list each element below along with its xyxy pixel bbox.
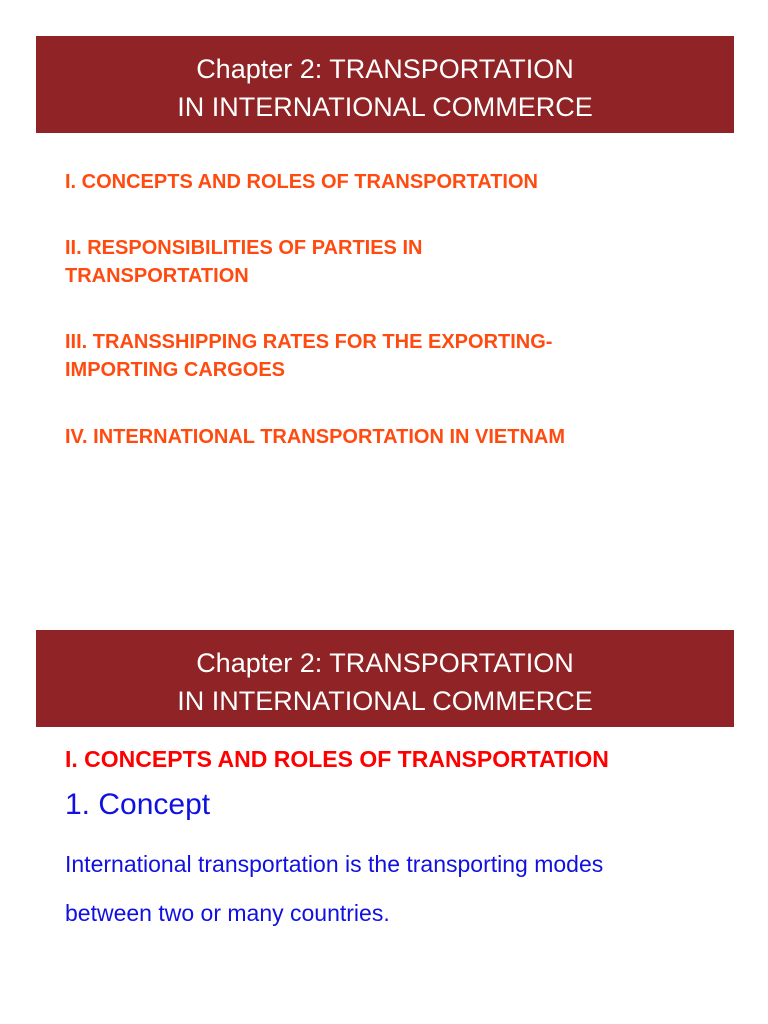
concept-body-line-2: between two or many countries. xyxy=(65,900,390,926)
concept-body-line-1: International transportation is the transporting modes xyxy=(65,851,604,877)
toc-item-3-line-1: III. TRANSSHIPPING RATES FOR THE EXPORTING- xyxy=(65,331,553,353)
sub-heading-concept: 1. Concept xyxy=(65,788,211,821)
slide-2 xyxy=(0,596,768,1024)
slide-1-title-line-2: IN INTERNATIONAL COMMERCE xyxy=(177,92,593,122)
toc-item-2-line-2: TRANSPORTATION xyxy=(65,265,249,287)
toc-item-4 xyxy=(65,423,565,451)
toc-item-3 xyxy=(65,328,552,384)
toc-item-3-line-2: IMPORTING CARGOES xyxy=(65,359,286,381)
section-heading: I. CONCEPTS AND ROLES OF TRANSPORTATION xyxy=(65,746,609,772)
slide-2-title-line-2: IN INTERNATIONAL COMMERCE xyxy=(177,686,593,716)
toc-item-1 xyxy=(65,168,538,196)
toc-item-1-line-1: I. CONCEPTS AND ROLES OF TRANSPORTATION xyxy=(65,171,538,193)
toc-item-2-line-1: II. RESPONSIBILITIES OF PARTIES IN xyxy=(65,237,423,259)
slide-1-title-bar xyxy=(36,36,734,133)
toc-item-4-line-1: IV. INTERNATIONAL TRANSPORTATION IN VIETNAM xyxy=(65,426,566,448)
slide-2-title-line-1: Chapter 2: TRANSPORTATION xyxy=(196,648,574,678)
toc-item-2 xyxy=(65,234,422,290)
slide-1-title-line-1: Chapter 2: TRANSPORTATION xyxy=(196,54,574,84)
slide-2-title-bar xyxy=(36,630,734,727)
concept-body-text xyxy=(65,840,725,938)
